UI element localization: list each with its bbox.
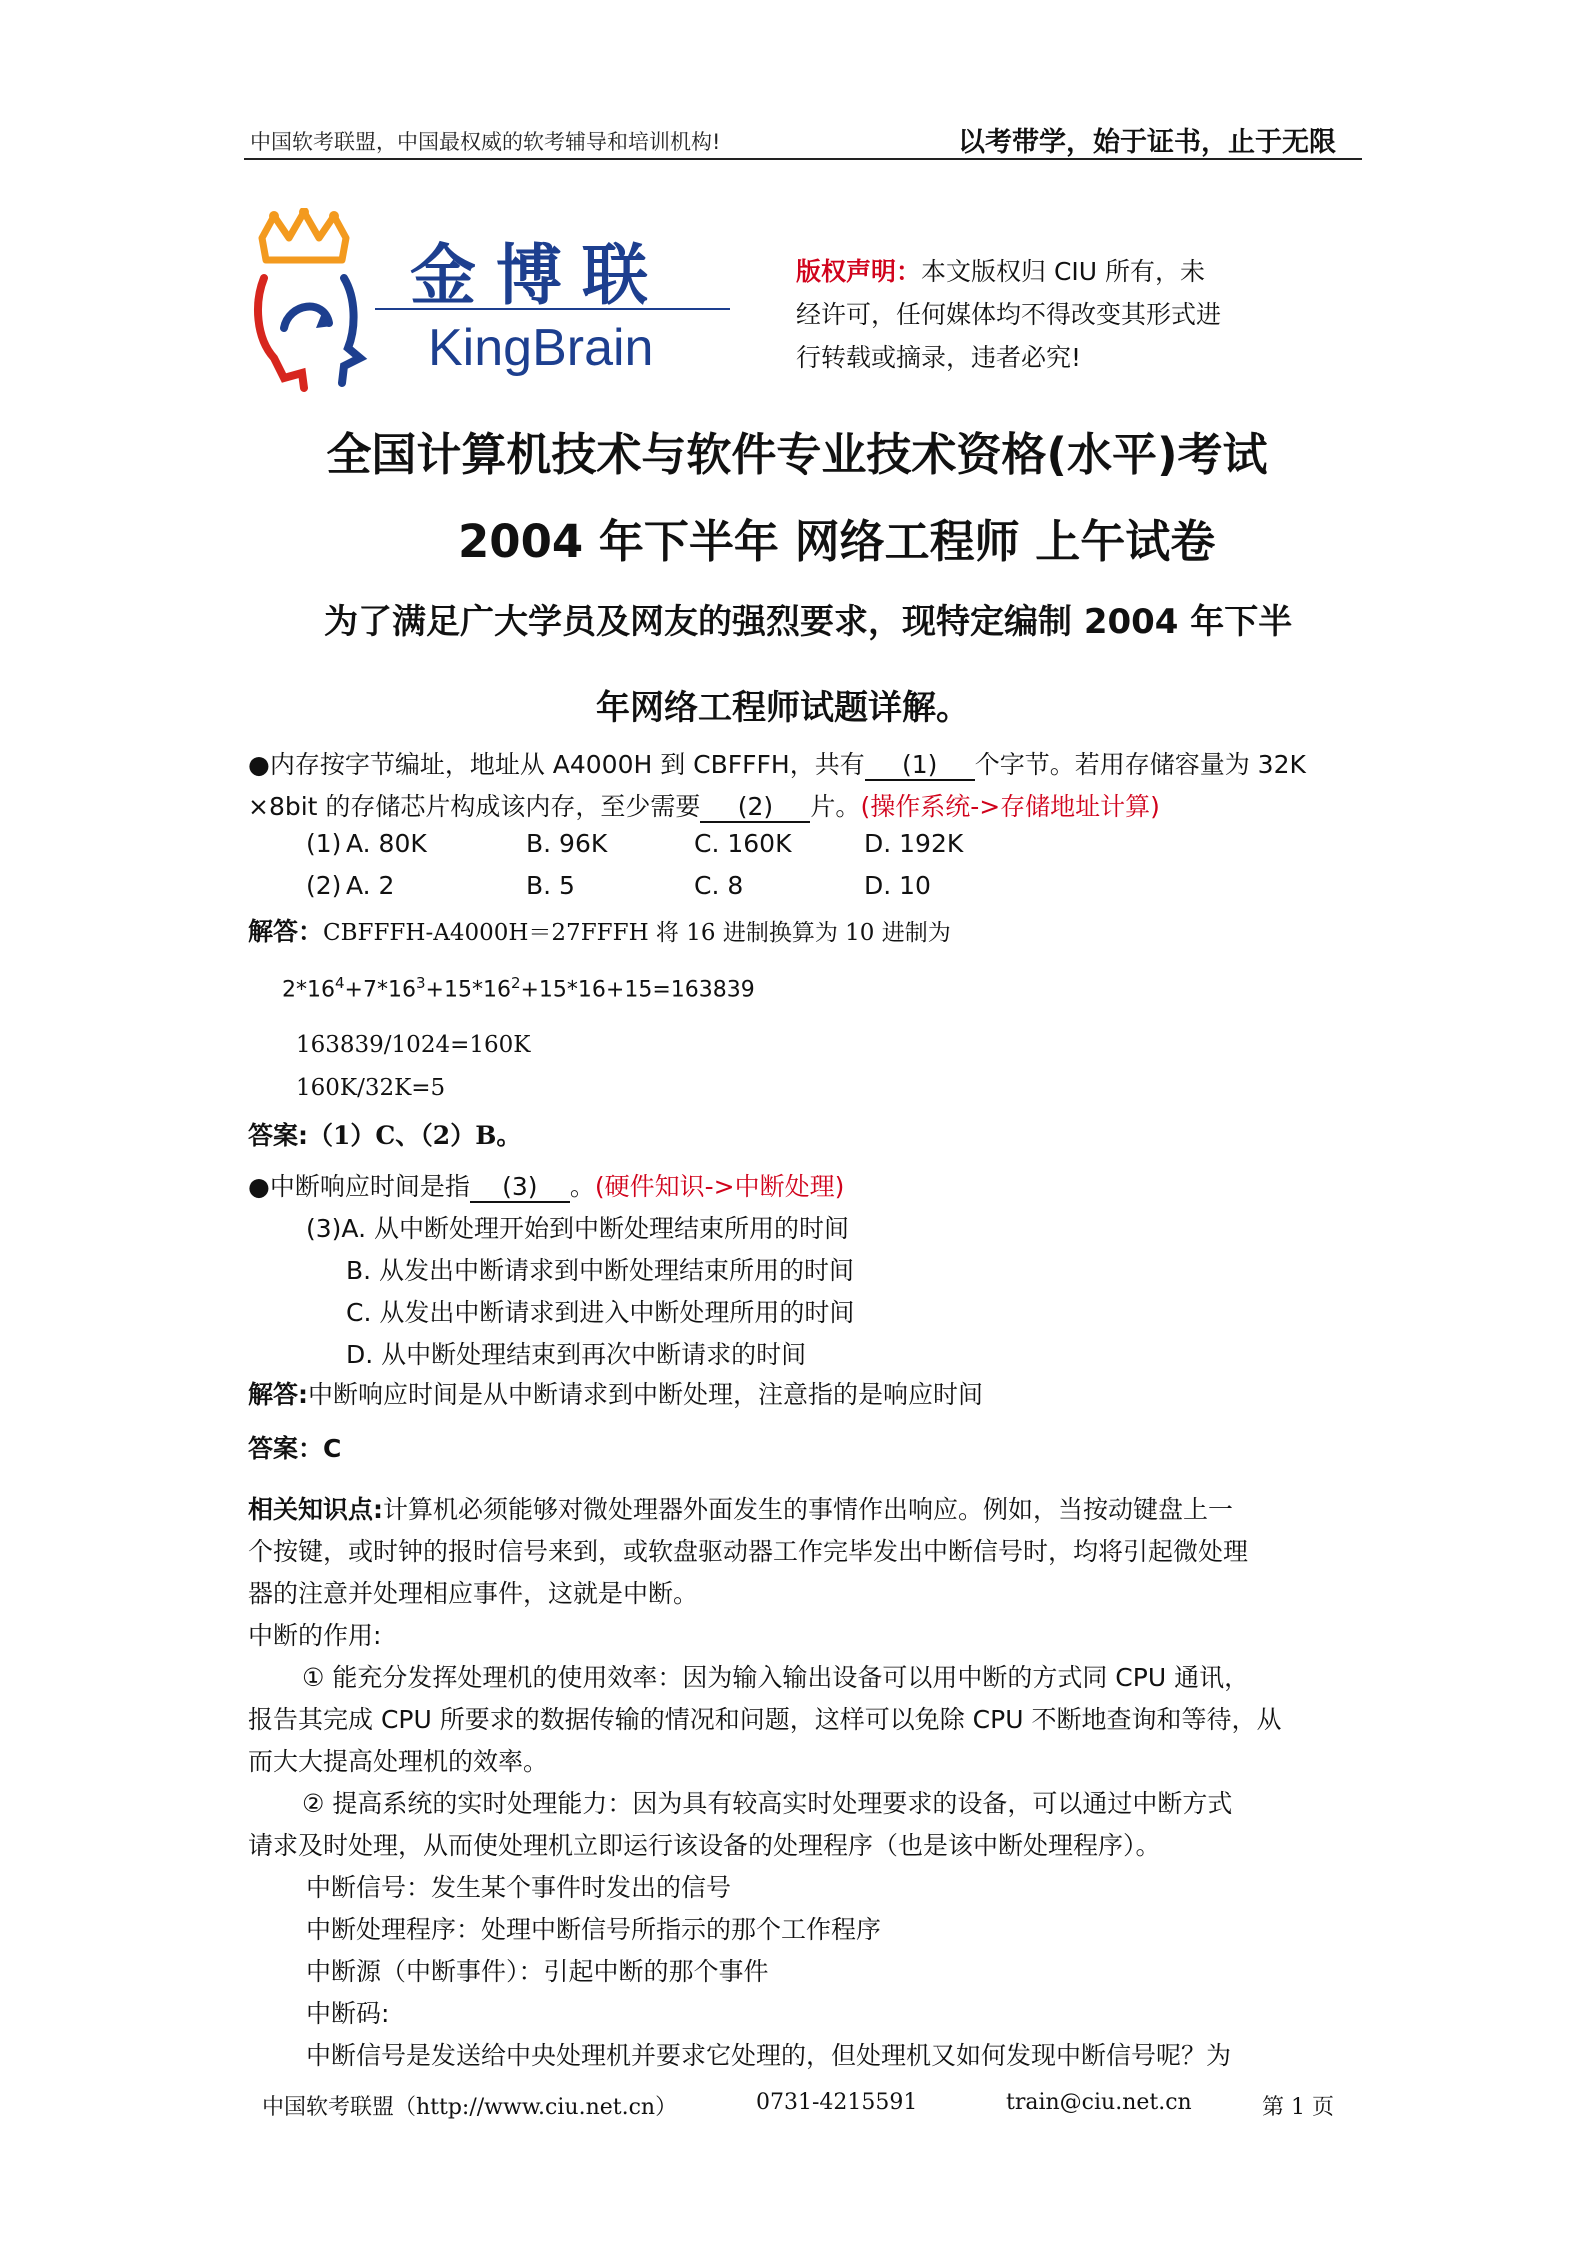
formula-part: +7*16 [344,977,416,1003]
q1-blank-1: (1) [865,750,975,781]
q3-line [248,1167,844,1203]
logo-english-name: KingBrain [428,319,654,377]
q1-formula [282,974,755,1002]
def-interrupt-code: 中断码: [306,1999,390,2028]
q1-option-1c: C. 160K [694,829,792,858]
header-slogan-left: 中国软考联盟，中国最权威的软考辅导和培训机构! [250,130,721,154]
q1-text-a: ●内存按字节编址，地址从 A4000H 到 CBFFFH，共有 [248,750,865,779]
footer-email: train@ciu.net.cn [1006,2090,1192,2115]
q1-text-c: ×8bit 的存储芯片构成该内存，至少需要 [248,792,701,821]
q1-answer-label: 答案: [248,1121,308,1150]
knowledge-label: 相关知识点: [248,1495,383,1524]
q1-text-b: 个字节。若用存储容量为 32K [974,750,1306,779]
q1-blank-2: (2) [700,792,810,823]
interrupt-role-title: 中断的作用: [248,1621,382,1650]
formula-exp: 4 [335,974,345,992]
def-interrupt-source: 中断源（中断事件）：引起中断的那个事件 [306,1957,769,1986]
role-1-line-3: 而大大提高处理机的效率。 [248,1747,549,1776]
q1-option-2c: C. 8 [694,871,744,900]
q1-line-1 [248,745,1306,781]
role-2-line-1: ② 提高系统的实时处理能力：因为具有较高实时处理要求的设备，可以通过中断方式 [302,1789,1233,1818]
q1-answer [248,1116,521,1152]
footer-org: 中国软考联盟（http://www.ciu.net.cn） [262,2095,678,2120]
q1-option-2d: D. 10 [864,871,931,900]
logo-divider [375,308,730,310]
footer-phone: 0731-4215591 [756,2090,918,2115]
q1-options-1-num: (1) [306,829,342,858]
intro-line-1: 为了满足广大学员及网友的强烈要求，现特定编制 2004 年下半 [324,602,1293,642]
formula-part: 2*16 [282,977,335,1003]
q3-blank: (3) [470,1172,570,1203]
copyright-line-3: 行转载或摘录，违者必究! [796,343,1082,372]
q3-option-d: D. 从中断处理结束到再次中断请求的时间 [346,1340,807,1369]
footer-page-number: 第 1 页 [1262,2095,1334,2120]
q3-solution-label: 解答: [248,1380,308,1409]
q3-option-b: B. 从发出中断请求到中断处理结束所用的时间 [346,1256,855,1285]
copyright-notice [796,250,1316,379]
formula-part: +15*16 [425,977,511,1003]
q3-option-a: (3)A. 从中断处理开始到中断处理结束所用的时间 [306,1214,849,1243]
q1-option-1a: A. 80K [346,829,427,858]
def-interrupt-signal: 中断信号：发生某个事件时发出的信号 [306,1873,732,1902]
knowledge-p1-line-2: 个按键，或时钟的报时信号来到，或软盘驱动器工作完毕发出中断信号时，均将引起微处理 [248,1537,1249,1566]
q1-option-2b: B. 5 [526,871,575,900]
q3-text-a: ●中断响应时间是指 [248,1172,470,1201]
q3-topic-tag: (硬件知识->中断处理) [594,1172,845,1201]
formula-exp: 2 [510,974,521,992]
q3-solution-text: 中断响应时间是从中断请求到中断处理，注意指的是响应时间 [308,1380,984,1409]
q3-solution [248,1375,983,1411]
q1-solution [248,912,951,948]
knowledge-p1-line-3: 器的注意并处理相应事件，这就是中断。 [248,1579,699,1608]
q1-calc-1: 163839/1024=160K [296,1032,531,1058]
formula-exp: 3 [415,974,426,992]
q1-line-2 [248,787,1160,823]
q3-answer: 答案：C [248,1434,342,1463]
header-divider [244,158,1362,160]
copyright-line-1: 本文版权归 CIU 所有，未 [921,257,1206,286]
knowledge-text: 计算机必须能够对微处理器外面发生的事情作出响应。例如，当按动键盘上一 [383,1495,1234,1524]
header-slogan-right: 以考带学，始于证书，止于无限 [958,127,1336,158]
logo-chinese-name: 金博联 [410,237,668,314]
q1-solution-label: 解答： [248,917,324,946]
q3-text-b: 。 [569,1172,595,1201]
q3-option-c: C. 从发出中断请求到进入中断处理所用的时间 [346,1298,855,1327]
knowledge-p1-line-1 [248,1490,1233,1526]
q1-option-1d: D. 192K [864,829,964,858]
role-2-line-2: 请求及时处理，从而使处理机立即运行该设备的处理程序（也是该中断处理程序）。 [248,1831,1161,1860]
q1-text-d: 片。 [810,792,861,821]
q1-calc-2: 160K/32K=5 [296,1075,446,1101]
q1-option-1b: B. 96K [526,829,608,858]
q1-topic-tag: (操作系统->存储地址计算) [860,792,1160,821]
knowledge-last-line: 中断信号是发送给中央处理机并要求它处理的，但处理机又如何发现中断信号呢？为 [306,2041,1232,2070]
role-1-line-2: 报告其完成 CPU 所要求的数据传输的情况和问题，这样可以免除 CPU 不断地查询和等待，从 [248,1705,1282,1734]
def-interrupt-handler: 中断处理程序：处理中断信号所指示的那个工作程序 [306,1915,882,1944]
formula-part: +15*16+15=163839 [520,977,755,1003]
q1-option-2a: A. 2 [346,871,395,900]
exam-subtitle: 2004 年下半年 网络工程师 上午试卷 [458,515,1216,568]
q1-options-2-num: (2) [306,871,342,900]
copyright-label: 版权声明： [796,257,922,286]
copyright-line-2: 经许可，任何媒体均不得改变其形式进 [796,300,1222,329]
exam-title: 全国计算机技术与软件专业技术资格(水平)考试 [326,428,1268,481]
intro-line-2: 年网络工程师试题详解。 [596,688,970,728]
q1-solution-text: CBFFFH-A4000H＝27FFFH 将 16 进制换算为 10 进制为 [323,920,951,946]
role-1-line-1: ① 能充分发挥处理机的使用效率：因为输入输出设备可以用中断的方式同 CPU 通讯， [302,1663,1250,1692]
q1-answer-text: （1）C、（2）B。 [308,1121,522,1150]
